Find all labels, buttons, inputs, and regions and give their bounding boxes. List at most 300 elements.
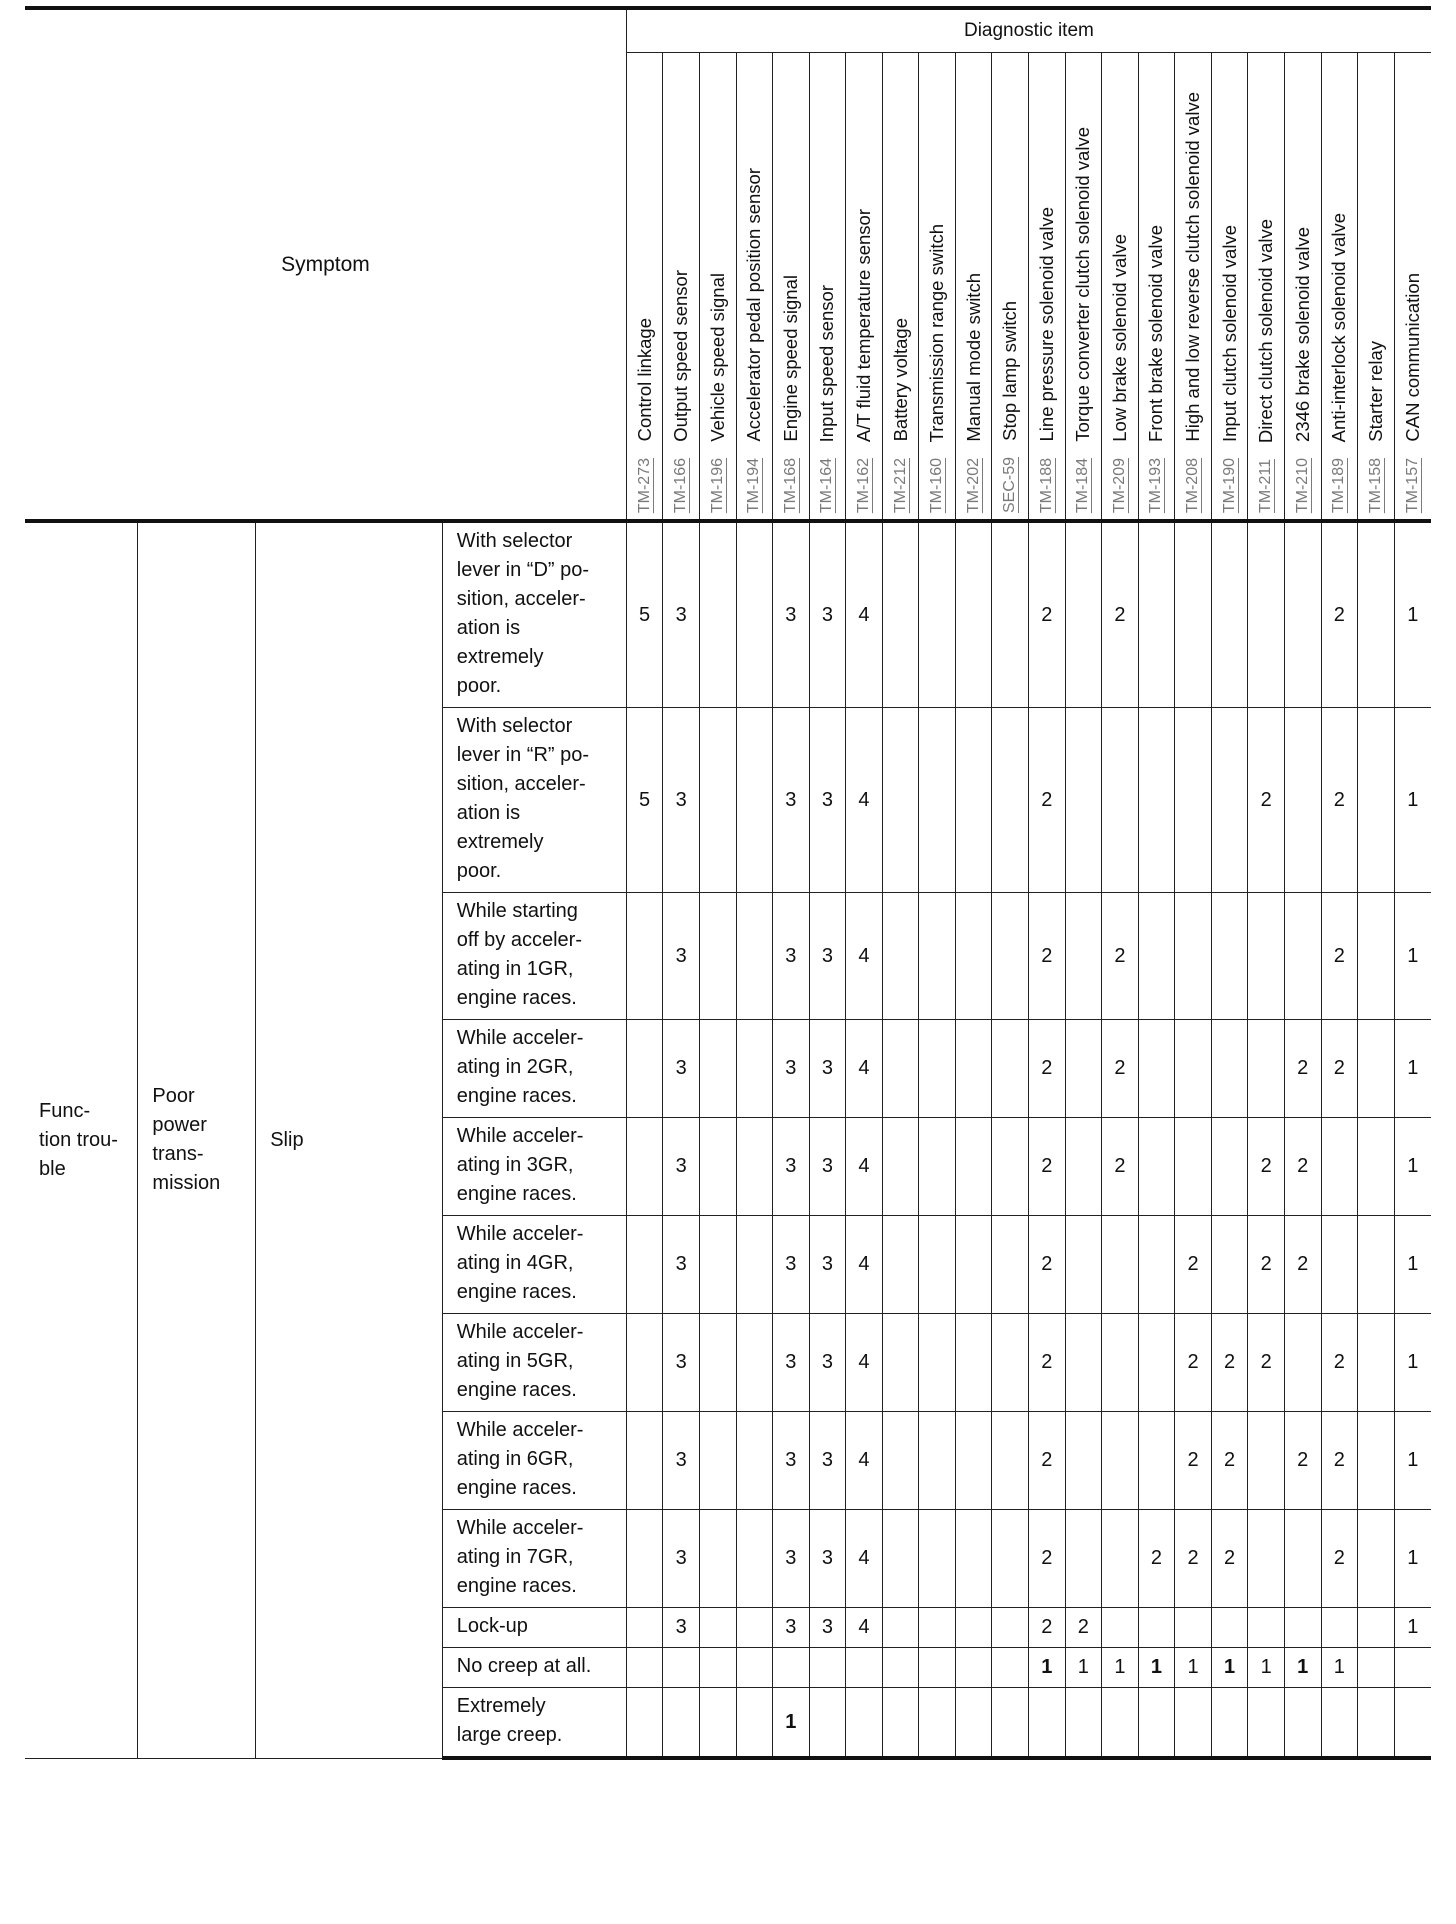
- priority-value-cell: [1358, 708, 1395, 893]
- priority-value-cell: [919, 521, 956, 708]
- diagnostic-item-label: Anti-interlock solenoid valve: [1328, 212, 1350, 442]
- priority-value-cell: [736, 1020, 773, 1118]
- priority-value-cell: [955, 893, 992, 1020]
- priority-value-cell: [1358, 1020, 1395, 1118]
- priority-value-cell: [919, 1688, 956, 1759]
- priority-value-cell: 2: [1284, 1118, 1321, 1216]
- priority-value-cell: [1175, 1020, 1212, 1118]
- priority-value-cell: [736, 1608, 773, 1648]
- priority-value-cell: [1284, 893, 1321, 1020]
- priority-value-cell: [1321, 1608, 1358, 1648]
- diagnostic-item-label: Stop lamp switch: [999, 301, 1021, 441]
- priority-value-cell: 2: [1029, 708, 1066, 893]
- priority-value-cell: 2: [1321, 708, 1358, 893]
- priority-value-cell: [992, 1608, 1029, 1648]
- priority-value-cell: 3: [773, 1510, 810, 1608]
- priority-value-cell: [919, 1608, 956, 1648]
- priority-value-cell: 2: [1211, 1412, 1248, 1510]
- priority-value-cell: 2: [1248, 1314, 1285, 1412]
- priority-value-cell: 2: [1029, 1314, 1066, 1412]
- priority-value-cell: 2: [1284, 1216, 1321, 1314]
- priority-value-cell: 3: [809, 1510, 846, 1608]
- priority-value-cell: [882, 1216, 919, 1314]
- priority-value-cell: [1358, 521, 1395, 708]
- priority-value-cell: 2: [1321, 1314, 1358, 1412]
- priority-value-cell: 1: [1102, 1648, 1139, 1688]
- diagnostic-item-reference-link[interactable]: TM-273: [635, 457, 653, 513]
- symptom-description-cell: Extremely large creep.: [442, 1688, 626, 1759]
- symptom-description-cell: While acceler- ating in 6GR, engine races.: [442, 1412, 626, 1510]
- diagnostic-item-header-cell: [1102, 53, 1139, 522]
- priority-value-cell: 2: [1102, 521, 1139, 708]
- priority-value-cell: [736, 1412, 773, 1510]
- priority-value-cell: [1248, 893, 1285, 1020]
- diagnostic-item-header-cell: [1394, 53, 1431, 522]
- priority-value-cell: 1: [773, 1688, 810, 1759]
- diagnostic-item-label: Starter relay: [1364, 341, 1386, 442]
- priority-value-cell: [699, 1688, 736, 1759]
- priority-value-cell: 3: [773, 1118, 810, 1216]
- priority-value-cell: [955, 1608, 992, 1648]
- priority-value-cell: [882, 1688, 919, 1759]
- diagnostic-item-label: Input clutch solenoid valve: [1218, 224, 1240, 442]
- priority-value-cell: [882, 1510, 919, 1608]
- priority-value-cell: [1138, 1118, 1175, 1216]
- priority-value-cell: [1358, 1216, 1395, 1314]
- diagnostic-item-header-cell: [1211, 53, 1248, 522]
- diagnostic-item-reference-link[interactable]: TM-168: [781, 457, 799, 513]
- priority-value-cell: [882, 1118, 919, 1216]
- priority-value-cell: [919, 1216, 956, 1314]
- priority-value-cell: 4: [846, 1314, 883, 1412]
- priority-value-cell: 1: [1394, 1118, 1431, 1216]
- priority-value-cell: [992, 893, 1029, 1020]
- priority-value-cell: [1211, 893, 1248, 1020]
- table-body: [25, 521, 1431, 1758]
- priority-value-cell: [1175, 521, 1212, 708]
- priority-value-cell: 3: [809, 1314, 846, 1412]
- priority-value-cell: 3: [773, 1216, 810, 1314]
- diagnostic-item-label: Line pressure solenoid valve: [1035, 207, 1057, 442]
- priority-value-cell: [773, 1648, 810, 1688]
- priority-value-cell: 2: [1321, 521, 1358, 708]
- priority-value-cell: [882, 1608, 919, 1648]
- priority-value-cell: [699, 893, 736, 1020]
- priority-value-cell: 1: [1248, 1648, 1285, 1688]
- diagnostic-item-reference-link[interactable]: TM-189: [1330, 457, 1348, 513]
- priority-value-cell: [1175, 893, 1212, 1020]
- priority-value-cell: [919, 1118, 956, 1216]
- diagnostic-item-reference-link[interactable]: TM-194: [745, 457, 763, 513]
- diagnostic-item-reference-link[interactable]: TM-210: [1293, 457, 1311, 513]
- priority-value-cell: [1284, 1688, 1321, 1759]
- diagnostic-item-reference-link[interactable]: TM-188: [1037, 457, 1055, 513]
- priority-value-cell: [1102, 708, 1139, 893]
- priority-value-cell: [1211, 708, 1248, 893]
- priority-value-cell: [1102, 1412, 1139, 1510]
- priority-value-cell: [955, 1412, 992, 1510]
- priority-value-cell: [1102, 1608, 1139, 1648]
- priority-value-cell: [992, 1020, 1029, 1118]
- priority-value-cell: 3: [809, 1608, 846, 1648]
- priority-value-cell: [955, 1648, 992, 1688]
- priority-value-cell: 4: [846, 708, 883, 893]
- category-level-1-cell: Func- tion trou- ble: [25, 521, 138, 1758]
- priority-value-cell: 3: [663, 1412, 700, 1510]
- priority-value-cell: 4: [846, 1608, 883, 1648]
- diagnosis-table-container: [25, 6, 1431, 1760]
- priority-value-cell: [992, 1216, 1029, 1314]
- priority-value-cell: 4: [846, 1118, 883, 1216]
- priority-value-cell: 4: [846, 1216, 883, 1314]
- priority-value-cell: [1248, 1608, 1285, 1648]
- diagnostic-item-reference-link[interactable]: TM-196: [708, 457, 726, 513]
- priority-value-cell: 3: [809, 521, 846, 708]
- priority-value-cell: 3: [809, 1020, 846, 1118]
- diagnostic-item-header-cell: [773, 53, 810, 522]
- priority-value-cell: [1138, 1688, 1175, 1759]
- priority-value-cell: 3: [663, 1608, 700, 1648]
- priority-value-cell: 2: [1029, 1118, 1066, 1216]
- priority-value-cell: [1248, 1510, 1285, 1608]
- priority-value-cell: 1: [1394, 1020, 1431, 1118]
- diagnostic-item-reference-link[interactable]: TM-208: [1184, 457, 1202, 513]
- priority-value-cell: [955, 1688, 992, 1759]
- priority-value-cell: [1102, 1216, 1139, 1314]
- priority-value-cell: [955, 521, 992, 708]
- priority-value-cell: 2: [1138, 1510, 1175, 1608]
- priority-value-cell: [736, 1216, 773, 1314]
- priority-value-cell: [1138, 1314, 1175, 1412]
- priority-value-cell: [846, 1648, 883, 1688]
- diagnostic-item-label: Low brake solenoid valve: [1108, 234, 1130, 442]
- priority-value-cell: [1102, 1314, 1139, 1412]
- diagnostic-item-label: High and low reverse clutch solenoid valve: [1182, 92, 1204, 442]
- diagnostic-item-reference-link[interactable]: TM-212: [891, 457, 909, 513]
- priority-value-cell: 4: [846, 521, 883, 708]
- priority-value-cell: 2: [1284, 1020, 1321, 1118]
- diagnostic-item-header-cell: [992, 53, 1029, 522]
- priority-value-cell: [919, 1648, 956, 1688]
- priority-value-cell: [1284, 1608, 1321, 1648]
- diagnostic-item-reference-link[interactable]: TM-166: [672, 457, 690, 513]
- priority-value-cell: [919, 1314, 956, 1412]
- priority-value-cell: [882, 1314, 919, 1412]
- priority-value-cell: [699, 708, 736, 893]
- priority-value-cell: [1138, 893, 1175, 1020]
- header-row-title: [25, 8, 1431, 53]
- diagnostic-item-label: Control linkage: [633, 318, 655, 442]
- priority-value-cell: [1029, 1688, 1066, 1759]
- priority-value-cell: [919, 1020, 956, 1118]
- priority-value-cell: [992, 1314, 1029, 1412]
- diagnostic-item-header-cell: [1138, 53, 1175, 522]
- priority-value-cell: 2: [1065, 1608, 1102, 1648]
- diagnostic-item-header-cell: [1065, 53, 1102, 522]
- priority-value-cell: 2: [1029, 1608, 1066, 1648]
- priority-value-cell: [1065, 521, 1102, 708]
- priority-value-cell: 2: [1175, 1510, 1212, 1608]
- diagnostic-item-header-cell: [846, 53, 883, 522]
- diagnostic-item-label: A/T fluid temperature sensor: [852, 208, 874, 442]
- priority-value-cell: [699, 1412, 736, 1510]
- diagnostic-item-reference-link[interactable]: TM-202: [964, 457, 982, 513]
- diagnostic-item-header-cell: [1284, 53, 1321, 522]
- priority-value-cell: [736, 708, 773, 893]
- priority-value-cell: [1138, 1020, 1175, 1118]
- priority-value-cell: [1138, 1608, 1175, 1648]
- priority-value-cell: 1: [1175, 1648, 1212, 1688]
- priority-value-cell: 2: [1102, 1020, 1139, 1118]
- priority-value-cell: [992, 1412, 1029, 1510]
- diagnostic-item-label: Engine speed signal: [779, 275, 801, 442]
- priority-value-cell: [626, 1216, 663, 1314]
- diagnostic-item-header-cell: [699, 53, 736, 522]
- priority-value-cell: 4: [846, 1510, 883, 1608]
- priority-value-cell: [1065, 1412, 1102, 1510]
- priority-value-cell: [1358, 1608, 1395, 1648]
- priority-value-cell: [1175, 1688, 1212, 1759]
- priority-value-cell: [699, 1216, 736, 1314]
- diagnostic-item-reference-link[interactable]: TM-162: [854, 457, 872, 513]
- priority-value-cell: 1: [1138, 1648, 1175, 1688]
- priority-value-cell: [1138, 521, 1175, 708]
- priority-value-cell: [1102, 1688, 1139, 1759]
- diagnostic-item-header-cell: [1321, 53, 1358, 522]
- priority-value-cell: [846, 1688, 883, 1759]
- priority-value-cell: [955, 1216, 992, 1314]
- priority-value-cell: [699, 1314, 736, 1412]
- priority-value-cell: [1284, 708, 1321, 893]
- symptom-description-cell: Lock-up: [442, 1608, 626, 1648]
- priority-value-cell: [1065, 708, 1102, 893]
- priority-value-cell: 2: [1248, 708, 1285, 893]
- priority-value-cell: [1321, 1118, 1358, 1216]
- priority-value-cell: 2: [1029, 1020, 1066, 1118]
- priority-value-cell: 3: [809, 1216, 846, 1314]
- diagnostic-item-reference-link[interactable]: TM-211: [1257, 459, 1275, 513]
- priority-value-cell: [992, 1510, 1029, 1608]
- priority-value-cell: [699, 1020, 736, 1118]
- priority-value-cell: [882, 893, 919, 1020]
- priority-value-cell: 2: [1211, 1510, 1248, 1608]
- priority-value-cell: [626, 1688, 663, 1759]
- priority-value-cell: [736, 1688, 773, 1759]
- diagnostic-item-label: Transmission range switch: [926, 223, 948, 442]
- priority-value-cell: [699, 1118, 736, 1216]
- priority-value-cell: 1: [1394, 521, 1431, 708]
- priority-value-cell: 1: [1394, 708, 1431, 893]
- priority-value-cell: 3: [809, 708, 846, 893]
- priority-value-cell: [1248, 521, 1285, 708]
- priority-value-cell: 3: [663, 1216, 700, 1314]
- priority-value-cell: [1175, 708, 1212, 893]
- priority-value-cell: [1065, 1510, 1102, 1608]
- priority-value-cell: 3: [663, 1118, 700, 1216]
- priority-value-cell: [955, 1314, 992, 1412]
- priority-value-cell: [1175, 1118, 1212, 1216]
- priority-value-cell: [1211, 1608, 1248, 1648]
- priority-value-cell: 3: [809, 1412, 846, 1510]
- priority-value-cell: 1: [1394, 1314, 1431, 1412]
- diagnostic-item-reference-link[interactable]: TM-209: [1110, 457, 1128, 513]
- priority-value-cell: 1: [1394, 1412, 1431, 1510]
- diagnostic-item-header-cell: [919, 53, 956, 522]
- priority-value-cell: [1102, 1510, 1139, 1608]
- diagnostic-item-label: Input speed sensor: [816, 284, 838, 442]
- priority-value-cell: [1065, 1314, 1102, 1412]
- priority-value-cell: [809, 1648, 846, 1688]
- symptom-description-cell: With selector lever in “D” po- sition, acceler- ation is extremely poor.: [442, 521, 626, 708]
- priority-value-cell: [1284, 1510, 1321, 1608]
- diagnostic-item-reference-link[interactable]: TM-158: [1366, 457, 1384, 513]
- priority-value-cell: 3: [773, 1412, 810, 1510]
- diagnostic-item-label: Torque converter clutch solenoid valve: [1072, 127, 1094, 442]
- priority-value-cell: [992, 1688, 1029, 1759]
- priority-value-cell: 4: [846, 1020, 883, 1118]
- priority-value-cell: [1065, 1688, 1102, 1759]
- priority-value-cell: 2: [1248, 1216, 1285, 1314]
- diagnostic-item-header-cell: [663, 53, 700, 522]
- priority-value-cell: 2: [1102, 893, 1139, 1020]
- diagnostic-item-reference-link[interactable]: TM-164: [818, 457, 836, 513]
- priority-value-cell: [1321, 1688, 1358, 1759]
- priority-value-cell: 2: [1321, 893, 1358, 1020]
- priority-value-cell: [1065, 1118, 1102, 1216]
- priority-value-cell: [626, 1608, 663, 1648]
- priority-value-cell: [663, 1688, 700, 1759]
- priority-value-cell: 2: [1321, 1412, 1358, 1510]
- priority-value-cell: 2: [1248, 1118, 1285, 1216]
- diagnostic-item-reference-link[interactable]: TM-190: [1220, 457, 1238, 513]
- diagnostic-item-reference-link[interactable]: TM-184: [1074, 457, 1092, 513]
- priority-value-cell: [1248, 1412, 1285, 1510]
- priority-value-cell: 3: [663, 521, 700, 708]
- priority-value-cell: 3: [809, 893, 846, 1020]
- priority-value-cell: 2: [1029, 1412, 1066, 1510]
- priority-value-cell: 5: [626, 708, 663, 893]
- priority-value-cell: 2: [1284, 1412, 1321, 1510]
- diagnostic-item-header-cell: [955, 53, 992, 522]
- priority-value-cell: 2: [1175, 1314, 1212, 1412]
- priority-value-cell: [736, 1314, 773, 1412]
- priority-value-cell: [1394, 1648, 1431, 1688]
- priority-value-cell: 1: [1394, 1608, 1431, 1648]
- priority-value-cell: [626, 1314, 663, 1412]
- priority-value-cell: [1358, 1412, 1395, 1510]
- symptom-description-cell: While acceler- ating in 7GR, engine races.: [442, 1510, 626, 1608]
- priority-value-cell: [1175, 1608, 1212, 1648]
- priority-value-cell: [1248, 1020, 1285, 1118]
- priority-value-cell: 3: [663, 1314, 700, 1412]
- priority-value-cell: [1065, 1216, 1102, 1314]
- priority-value-cell: 2: [1321, 1510, 1358, 1608]
- symptom-description-cell: While acceler- ating in 3GR, engine races.: [442, 1118, 626, 1216]
- priority-value-cell: [626, 1510, 663, 1608]
- symptom-description-cell: While acceler- ating in 2GR, engine races.: [442, 1020, 626, 1118]
- priority-value-cell: 3: [773, 1608, 810, 1648]
- category-level-3-cell: Slip: [256, 521, 443, 1758]
- diagnostic-item-label: Front brake solenoid valve: [1145, 224, 1167, 442]
- symptom-description-cell: While acceler- ating in 4GR, engine races.: [442, 1216, 626, 1314]
- diagnostic-item-header: Diagnostic item: [626, 8, 1431, 53]
- priority-value-cell: [919, 893, 956, 1020]
- priority-value-cell: 3: [663, 1020, 700, 1118]
- priority-value-cell: [1284, 1314, 1321, 1412]
- priority-value-cell: [626, 1412, 663, 1510]
- symptom-description-cell: With selector lever in “R” po- sition, acceler- ation is extremely poor.: [442, 708, 626, 893]
- priority-value-cell: 3: [663, 1510, 700, 1608]
- priority-value-cell: [1394, 1688, 1431, 1759]
- priority-value-cell: [1358, 1648, 1395, 1688]
- priority-value-cell: [1211, 1118, 1248, 1216]
- priority-value-cell: 2: [1029, 521, 1066, 708]
- priority-value-cell: [1211, 1216, 1248, 1314]
- priority-value-cell: 2: [1102, 1118, 1139, 1216]
- priority-value-cell: 3: [663, 708, 700, 893]
- priority-value-cell: [1138, 1216, 1175, 1314]
- priority-value-cell: 3: [773, 893, 810, 1020]
- priority-value-cell: [882, 708, 919, 893]
- priority-value-cell: 3: [773, 1020, 810, 1118]
- priority-value-cell: [1211, 1688, 1248, 1759]
- priority-value-cell: 2: [1175, 1412, 1212, 1510]
- priority-value-cell: [626, 893, 663, 1020]
- priority-value-cell: [1211, 1020, 1248, 1118]
- priority-value-cell: [992, 521, 1029, 708]
- diagnostic-item-reference-link[interactable]: TM-157: [1403, 457, 1421, 513]
- priority-value-cell: 2: [1211, 1314, 1248, 1412]
- priority-value-cell: 4: [846, 893, 883, 1020]
- priority-value-cell: [992, 1648, 1029, 1688]
- priority-value-cell: [736, 1118, 773, 1216]
- priority-value-cell: [809, 1688, 846, 1759]
- priority-value-cell: [955, 1118, 992, 1216]
- table-row: [25, 521, 1431, 708]
- priority-value-cell: 1: [1284, 1648, 1321, 1688]
- diagnostic-item-label: Manual mode switch: [962, 273, 984, 442]
- priority-value-cell: [699, 1648, 736, 1688]
- priority-value-cell: [882, 1020, 919, 1118]
- priority-value-cell: 1: [1065, 1648, 1102, 1688]
- priority-value-cell: [1321, 1216, 1358, 1314]
- priority-value-cell: 2: [1029, 1510, 1066, 1608]
- priority-value-cell: [663, 1648, 700, 1688]
- priority-value-cell: 1: [1321, 1648, 1358, 1688]
- priority-value-cell: 3: [773, 521, 810, 708]
- priority-value-cell: 2: [1321, 1020, 1358, 1118]
- priority-value-cell: 2: [1029, 1216, 1066, 1314]
- priority-value-cell: [882, 521, 919, 708]
- priority-value-cell: [699, 1608, 736, 1648]
- priority-value-cell: 2: [1175, 1216, 1212, 1314]
- priority-value-cell: [1358, 1314, 1395, 1412]
- symptom-diagnosis-table: [25, 6, 1431, 1760]
- diagnostic-item-header-cell: [626, 53, 663, 522]
- priority-value-cell: [919, 708, 956, 893]
- priority-value-cell: [1358, 1688, 1395, 1759]
- diagnostic-item-label: Battery voltage: [889, 318, 911, 442]
- diagnostic-item-label: 2346 brake solenoid valve: [1291, 226, 1313, 442]
- diagnostic-item-reference-link[interactable]: TM-193: [1147, 457, 1165, 513]
- diagnostic-item-reference-link[interactable]: TM-160: [928, 457, 946, 513]
- diagnostic-item-header-cell: [809, 53, 846, 522]
- priority-value-cell: [1065, 1020, 1102, 1118]
- symptom-column-header: Symptom: [25, 8, 626, 521]
- priority-value-cell: [992, 708, 1029, 893]
- diagnostic-item-reference-link[interactable]: SEC-59: [1001, 456, 1019, 513]
- diagnostic-item-header-cell: [882, 53, 919, 522]
